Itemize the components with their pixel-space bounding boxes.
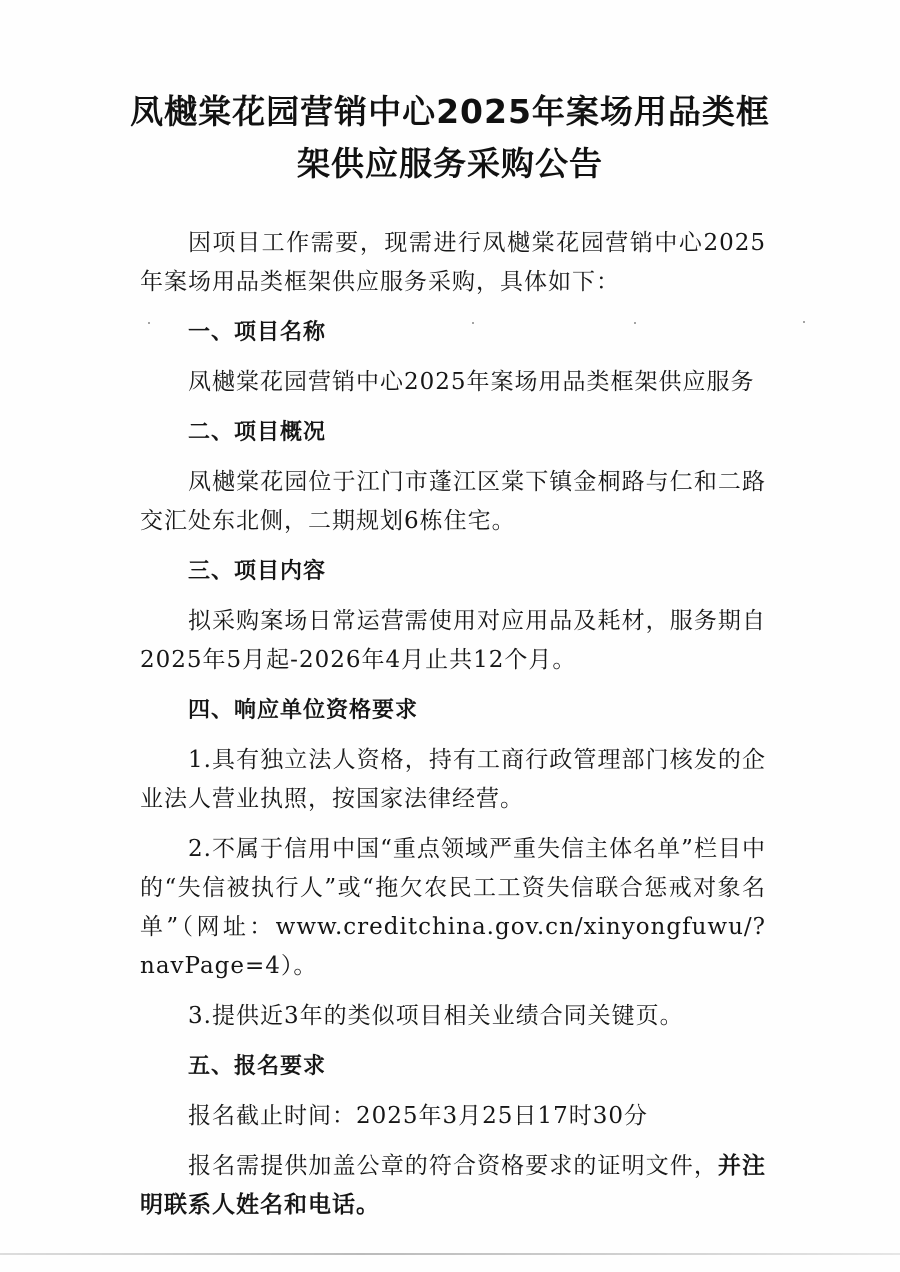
section-text-project-content: 拟采购案场日常运营需使用对应用品及耗材，服务期自2025年5月起-2026年4月止共12个月。	[140, 608, 766, 673]
closing-bold-text: 并注明联系人姓名和电话。	[140, 1153, 767, 1218]
qualification-item-3: 3.提供近3年的类似项目相关业绩合同关键页。	[188, 1003, 684, 1029]
section-heading-project-content: 三、项目内容	[188, 559, 327, 584]
qualification-item-1: 1.具有独立法人资格，持有工商行政管理部门核发的企业法人营业执照，按国家法律经营。	[140, 747, 766, 812]
section-heading-project-overview: 二、项目概况	[188, 420, 327, 445]
scan-speck	[803, 321, 805, 323]
section-text-project-overview: 凤樾棠花园位于江门市蓬江区棠下镇金桐路与仁和二路交汇处东北侧，二期规划6栋住宅。	[140, 469, 766, 534]
scan-speck	[634, 322, 636, 324]
document-body	[140, 224, 766, 1236]
registration-deadline: 报名截止时间：2025年3月25日17时30分	[188, 1103, 648, 1129]
section-heading-qualifications: 四、响应单位资格要求	[188, 698, 419, 723]
closing-paragraph	[140, 1147, 766, 1225]
section-heading-registration: 五、报名要求	[188, 1054, 327, 1079]
section-text-project-name: 凤樾棠花园营销中心2025年案场用品类框架供应服务	[188, 369, 755, 395]
closing-text: 报名需提供加盖公章的符合资格要求的证明文件，	[188, 1153, 718, 1179]
scan-edge-line	[0, 1253, 900, 1255]
scan-speck	[148, 322, 150, 324]
qualification-item-2: 2.不属于信用中国“重点领域严重失信主体名单”栏目中的“失信被执行人”或“拖欠农民工工资失信联合惩戒对象名单”（网址：www.creditchina.gov.cn/xinyongfuwu/?navPage=4）。	[140, 836, 766, 979]
intro-paragraph: 因项目工作需要，现需进行凤樾棠花园营销中心2025年案场用品类框架供应服务采购，具体如下：	[140, 230, 766, 295]
scan-speck	[472, 322, 474, 324]
page-title: 凤樾棠花园营销中心2025年案场用品类框架供应服务采购公告	[130, 92, 770, 183]
section-heading-project-name: 一、项目名称	[188, 320, 327, 345]
